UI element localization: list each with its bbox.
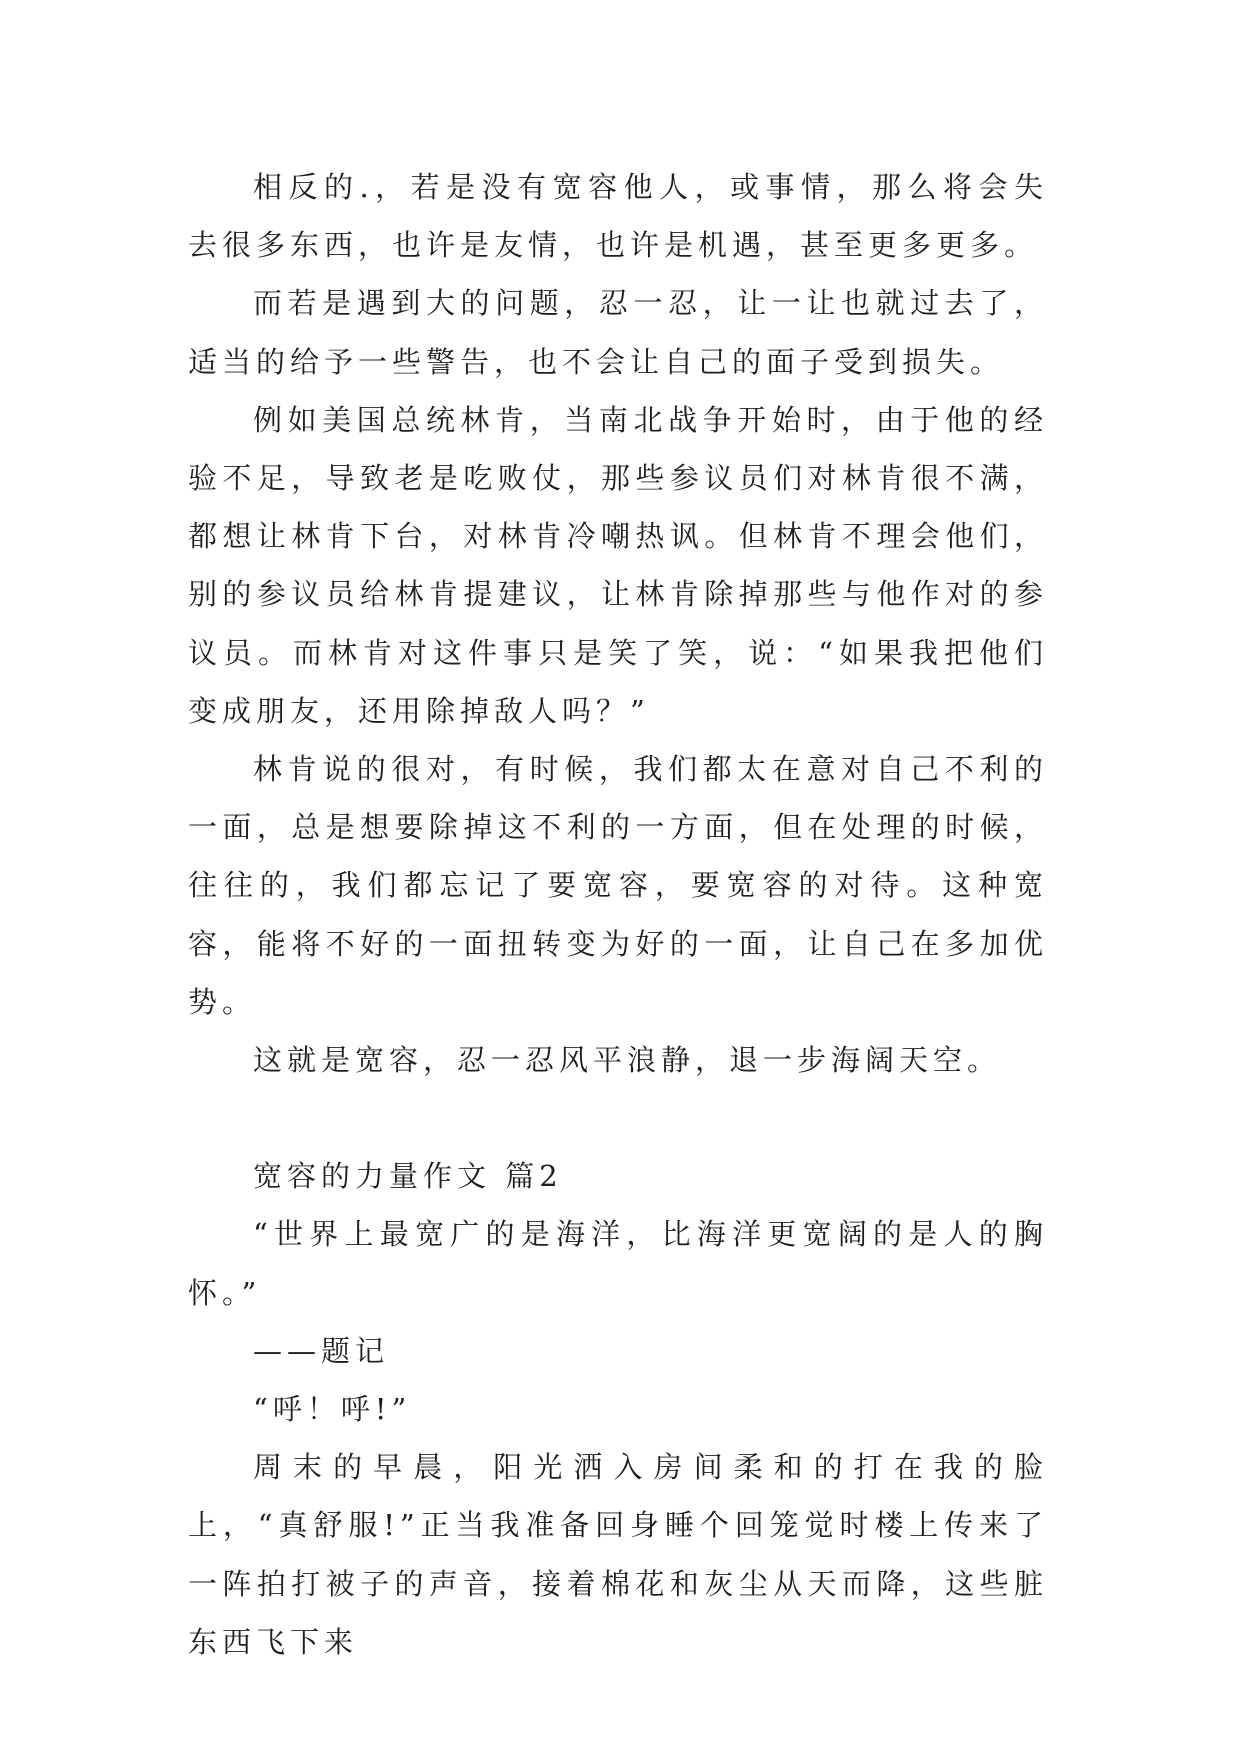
paragraph: “呼！呼!”: [253, 1392, 412, 1427]
section-title: 宽容的力量作文 篇2: [253, 1159, 563, 1194]
paragraph: 而若是遇到大的问题，忍一忍，让一让也就过去了，适当的给予一些警告，也不会让自己的面子受到损失。: [188, 286, 1048, 379]
paragraph: 这就是宽容，忍一忍风平浪静，退一步海阔天空。: [253, 1043, 1002, 1078]
document-body: [188, 158, 1048, 1671]
paragraph: 例如美国总统林肯，当南北战争开始时，由于他的经验不足，导致老是吃败仗，那些参议员们对林肯很不满，都想让林肯下台，对林肯冷嘲热讽。但林肯不理会他们，别的参议员给林肯提建议，让林肯除掉那些与他作对的参议员。而林肯对这件事只是笑了笑，说：“如果我把他们变成朋友，还用除掉敌人吗？”: [188, 402, 1048, 728]
paragraph: “世界上最宽广的是海洋，比海洋更宽阔的是人的胸怀。”: [188, 1217, 1048, 1310]
paragraph: 林肯说的很对，有时候，我们都太在意对自己不利的一面，总是想要除掉这不利的一方面，但在处理的时候，往往的，我们都忘记了要宽容，要宽容的对待。这种宽容，能将不好的一面扭转变为好的一面，让自己在多加优势。: [188, 752, 1048, 1019]
paragraph: 相反的.，若是没有宽容他人，或事情，那么将会失去很多东西，也许是友情，也许是机遇，甚至更多更多。: [188, 170, 1048, 263]
paragraph: 周末的早晨，阳光洒入房间柔和的打在我的脸上，“真舒服!”正当我准备回身睡个回笼觉时楼上传来了一阵拍打被子的声音，接着棉花和灰尘从天而降，这些脏东西飞下来: [188, 1450, 1048, 1659]
epigraph-attribution: ——题记: [253, 1333, 390, 1368]
